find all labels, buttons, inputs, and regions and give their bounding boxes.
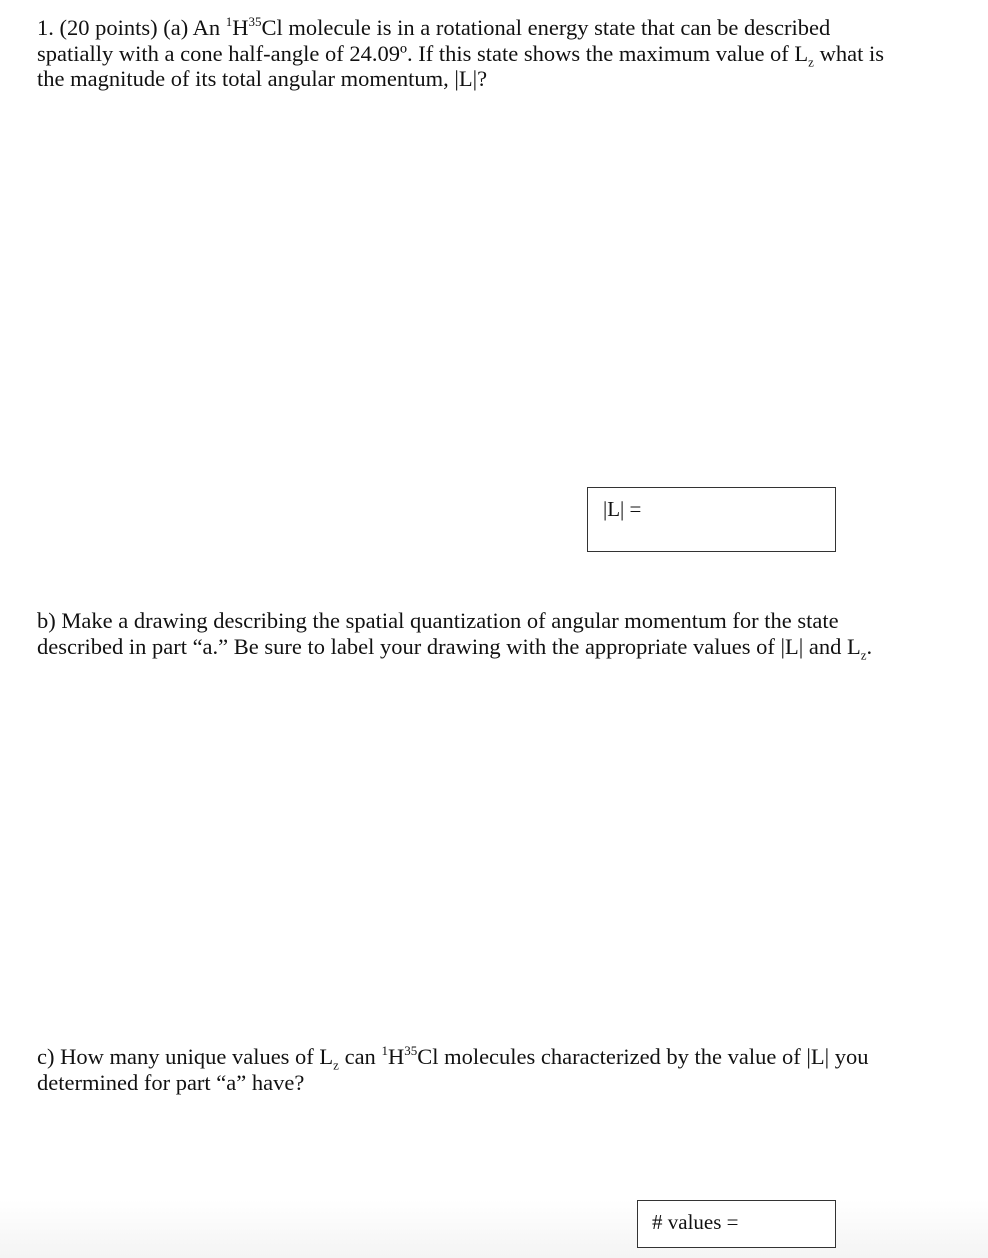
question-part-a-line-3: the magnitude of its total angular momentum, |L|? [37, 66, 488, 91]
text-segment: . [866, 633, 873, 659]
question-part-a [37, 15, 884, 92]
mass-number-superscript: 35 [248, 13, 262, 29]
mass-number-superscript: 1 [225, 13, 233, 29]
mass-number-superscript: 1 [381, 1042, 388, 1058]
subscript: z [808, 54, 814, 69]
text-segment: can [338, 1044, 382, 1069]
question-part-b-line-1: b) Make a drawing describing the spatial quantization of angular momentum for the state [37, 608, 839, 633]
text-segment: c) How many unique values of L [37, 1044, 334, 1069]
answer-label-l: |L| = [603, 497, 642, 521]
question-part-c-line-1 [37, 1042, 869, 1073]
text-segment: H [387, 1044, 405, 1069]
subscript: z [333, 1057, 339, 1073]
mass-number-superscript: 35 [404, 1042, 418, 1058]
text-segment: 1. (20 points) (a) An [37, 15, 226, 40]
answer-box-l-magnitude[interactable] [587, 487, 836, 552]
text-segment: Cl molecule is in a rotational energy state that can be described [261, 15, 831, 40]
answer-box-values-count[interactable] [637, 1200, 836, 1248]
text-segment: Cl molecules characterized by the value of |L| you [417, 1044, 869, 1069]
question-part-c [37, 1044, 869, 1095]
question-part-a-line-1 [37, 15, 884, 41]
text-segment: H [232, 15, 249, 40]
subscript: z [860, 647, 867, 662]
question-part-b [37, 608, 873, 662]
question-part-c-line-2: determined for part “a” have? [37, 1069, 305, 1095]
text-segment: described in part “a.” Be sure to label your drawing with the appropriate values of |L| and L [37, 633, 861, 659]
question-part-a-line-2 [37, 41, 884, 67]
page-bottom-shade [0, 1200, 988, 1258]
answer-label-values: # values = [652, 1210, 739, 1234]
text-segment: spatially with a cone half-angle of 24.09º. If this state shows the maximum value of L [37, 40, 809, 66]
question-part-b-line-2 [37, 634, 872, 660]
text-segment: what is [813, 40, 884, 66]
